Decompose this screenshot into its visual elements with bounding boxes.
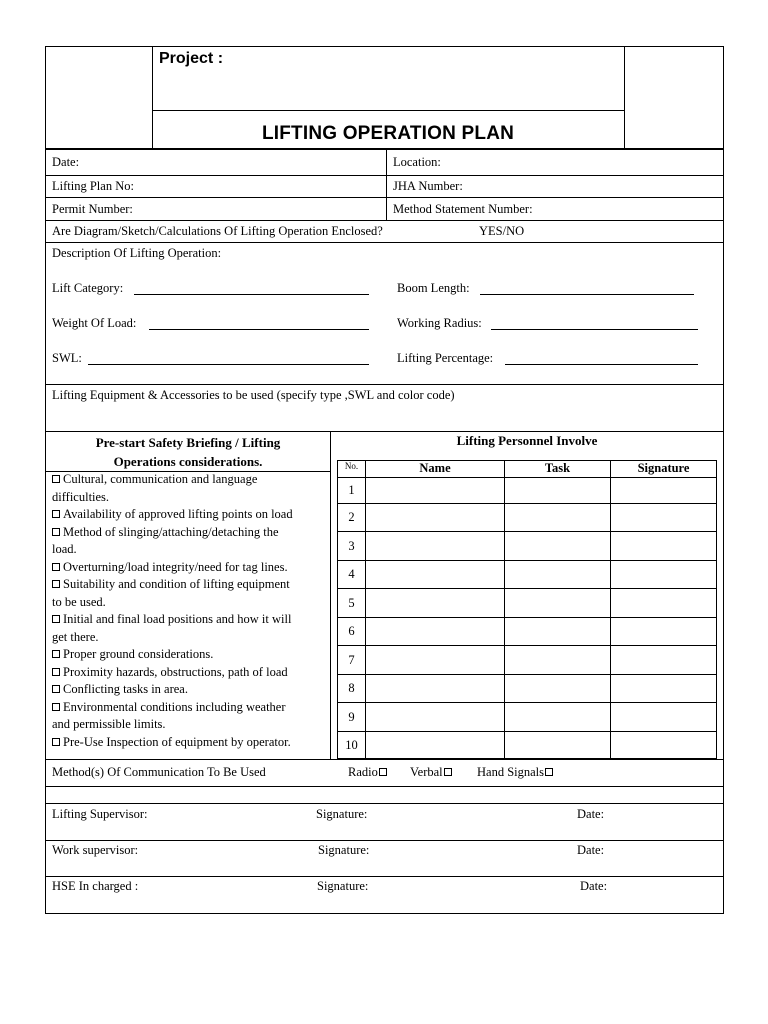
table-cell-name[interactable] <box>366 589 504 617</box>
table-cell-task[interactable] <box>505 732 610 758</box>
checkbox-icon[interactable] <box>444 768 452 776</box>
briefing-item[interactable]: Pre-Use Inspection of equipment by operator. <box>52 734 327 752</box>
row-divider <box>45 431 724 432</box>
table-cell-signature[interactable] <box>611 589 716 617</box>
briefing-heading-line1: Pre-start Safety Briefing / Lifting <box>95 435 281 450</box>
checkbox-icon[interactable] <box>52 685 60 693</box>
date-label: Date: <box>580 879 608 893</box>
briefing-item[interactable]: Proximity hazards, obstructions, path of load <box>52 664 327 682</box>
table-row-number: 7 <box>348 653 355 667</box>
table-row-number: 6 <box>348 624 355 638</box>
table-cell-task[interactable] <box>505 675 610 702</box>
checkbox-icon[interactable] <box>52 703 60 711</box>
briefing-item[interactable]: Conflicting tasks in area. <box>52 681 327 699</box>
row-divider <box>45 759 724 760</box>
checkbox-icon[interactable] <box>52 580 60 588</box>
briefing-item[interactable]: Suitability and condition of lifting equipment to be used. <box>52 577 290 609</box>
briefing-item[interactable]: Proper ground considerations. <box>52 646 327 664</box>
communication-label: Method(s) Of Communication To Be Used <box>52 765 266 779</box>
table-cell-task[interactable] <box>505 532 610 560</box>
briefing-checklist <box>52 471 327 751</box>
date-label: Date: <box>52 155 80 169</box>
table-cell-signature[interactable] <box>611 732 716 758</box>
table-cell-name[interactable] <box>366 532 504 560</box>
hand-signals-option[interactable]: Hand Signals <box>477 765 556 779</box>
table-row-number: 4 <box>348 567 355 581</box>
checkbox-icon[interactable] <box>52 650 60 658</box>
lifting-plan-no-label: Lifting Plan No: <box>52 179 134 193</box>
table-cell-task[interactable] <box>505 618 610 645</box>
table-row-number: 2 <box>348 510 355 524</box>
working-radius-field[interactable] <box>491 329 698 330</box>
lifting-percentage-label: Lifting Percentage: <box>397 351 494 365</box>
row-divider <box>45 242 724 243</box>
diagram-question: Are Diagram/Sketch/Calculations Of Lifting Operation Enclosed? <box>52 224 383 238</box>
table-cell-name[interactable] <box>366 478 504 503</box>
jha-number-label: JHA Number: <box>393 179 463 193</box>
header-mid-divider <box>152 110 624 111</box>
location-label: Location: <box>393 155 441 169</box>
row-divider <box>45 803 724 804</box>
table-row-number: 5 <box>348 596 355 610</box>
info-column-divider <box>386 149 387 220</box>
checkbox-icon[interactable] <box>545 768 553 776</box>
table-cell-name[interactable] <box>366 618 504 645</box>
table-cell-name[interactable] <box>366 703 504 731</box>
table-cell-name[interactable] <box>366 646 504 674</box>
project-label: Project : <box>159 50 224 67</box>
date-label: Date: <box>577 843 605 857</box>
hse-in-charged-label: HSE In charged : <box>52 879 139 893</box>
swl-field[interactable] <box>88 364 369 365</box>
lifting-supervisor-label: Lifting Supervisor: <box>52 807 148 821</box>
table-cell-name[interactable] <box>366 561 504 588</box>
checkbox-icon[interactable] <box>52 615 60 623</box>
radio-option[interactable]: Radio <box>348 765 390 779</box>
signature-label: Signature: <box>317 879 369 893</box>
row-divider <box>45 786 724 787</box>
signature-label: Signature: <box>316 807 368 821</box>
signature-label: Signature: <box>318 843 370 857</box>
table-cell-name[interactable] <box>366 732 504 758</box>
table-cell-signature[interactable] <box>611 532 716 560</box>
table-row-number: 3 <box>348 539 355 553</box>
lift-category-label: Lift Category: <box>52 281 124 295</box>
table-cell-signature[interactable] <box>611 618 716 645</box>
checkbox-icon[interactable] <box>52 668 60 676</box>
table-cell-name[interactable] <box>366 504 504 531</box>
row-divider <box>45 840 724 841</box>
checkbox-icon[interactable] <box>52 528 60 536</box>
table-row-number: 10 <box>345 738 358 752</box>
permit-number-label: Permit Number: <box>52 202 133 216</box>
briefing-item[interactable]: Initial and final load positions and how it will get there. <box>52 612 292 644</box>
checkbox-icon[interactable] <box>52 510 60 518</box>
row-divider <box>45 175 724 176</box>
table-cell-signature[interactable] <box>611 703 716 731</box>
yes-no-option[interactable]: YES/NO <box>479 224 525 238</box>
briefing-item[interactable]: Availability of approved lifting points on load <box>52 506 327 524</box>
checkbox-icon[interactable] <box>52 563 60 571</box>
boom-length-label: Boom Length: <box>397 281 470 295</box>
weight-of-load-label: Weight Of Load: <box>52 316 137 330</box>
briefing-item[interactable]: Cultural, communication and language difficulties. <box>52 472 258 504</box>
page-title: LIFTING OPERATION PLAN <box>261 123 515 144</box>
briefing-heading-line2: Operations considerations. <box>113 454 263 469</box>
checkbox-icon[interactable] <box>379 768 387 776</box>
description-heading: Description Of Lifting Operation: <box>52 246 222 260</box>
col-header-name: Name <box>419 461 451 475</box>
personnel-heading: Lifting Personnel Involve <box>456 433 598 448</box>
table-cell-task[interactable] <box>505 589 610 617</box>
lift-category-field[interactable] <box>134 294 369 295</box>
method-statement-label: Method Statement Number: <box>393 202 533 216</box>
table-row-number: 1 <box>348 483 355 497</box>
table-row-number: 9 <box>348 710 355 724</box>
table-cell-task[interactable] <box>505 478 610 503</box>
col-header-task: Task <box>544 461 571 475</box>
row-divider <box>45 876 724 877</box>
table-cell-signature[interactable] <box>611 646 716 674</box>
table-cell-task[interactable] <box>505 646 610 674</box>
weight-of-load-field[interactable] <box>149 329 369 330</box>
boom-length-field[interactable] <box>480 294 694 295</box>
col-header-no: No. <box>344 461 359 471</box>
table-cell-task[interactable] <box>505 504 610 531</box>
table-cell-signature[interactable] <box>611 478 716 503</box>
row-divider <box>45 384 724 385</box>
col-header-signature: Signature <box>637 461 690 475</box>
right-cell-divider <box>624 46 625 149</box>
table-row-number: 8 <box>348 681 355 695</box>
work-supervisor-label: Work supervisor: <box>52 843 139 857</box>
table-cell-task[interactable] <box>505 703 610 731</box>
table-cell-signature[interactable] <box>611 561 716 588</box>
equipment-label: Lifting Equipment & Accessories to be used (specify type ,SWL and color code) <box>52 388 455 402</box>
table-cell-signature[interactable] <box>611 675 716 702</box>
checkbox-icon[interactable] <box>52 738 60 746</box>
row-divider <box>45 197 724 198</box>
table-cell-name[interactable] <box>366 675 504 702</box>
table-cell-signature[interactable] <box>611 504 716 531</box>
briefing-item[interactable]: Environmental conditions including weather and permissible limits. <box>52 699 286 731</box>
swl-label: SWL: <box>52 351 82 365</box>
date-label: Date: <box>577 807 605 821</box>
briefing-personnel-divider <box>330 431 331 759</box>
row-divider <box>45 220 724 221</box>
lifting-percentage-field[interactable] <box>505 364 698 365</box>
checkbox-icon[interactable] <box>52 475 60 483</box>
verbal-option[interactable]: Verbal <box>410 765 455 779</box>
briefing-item[interactable]: Overturning/load integrity/need for tag lines. <box>52 559 327 577</box>
working-radius-label: Working Radius: <box>397 316 482 330</box>
briefing-item[interactable]: Method of slinging/attaching/detaching the load. <box>52 524 279 556</box>
table-cell-task[interactable] <box>505 561 610 588</box>
